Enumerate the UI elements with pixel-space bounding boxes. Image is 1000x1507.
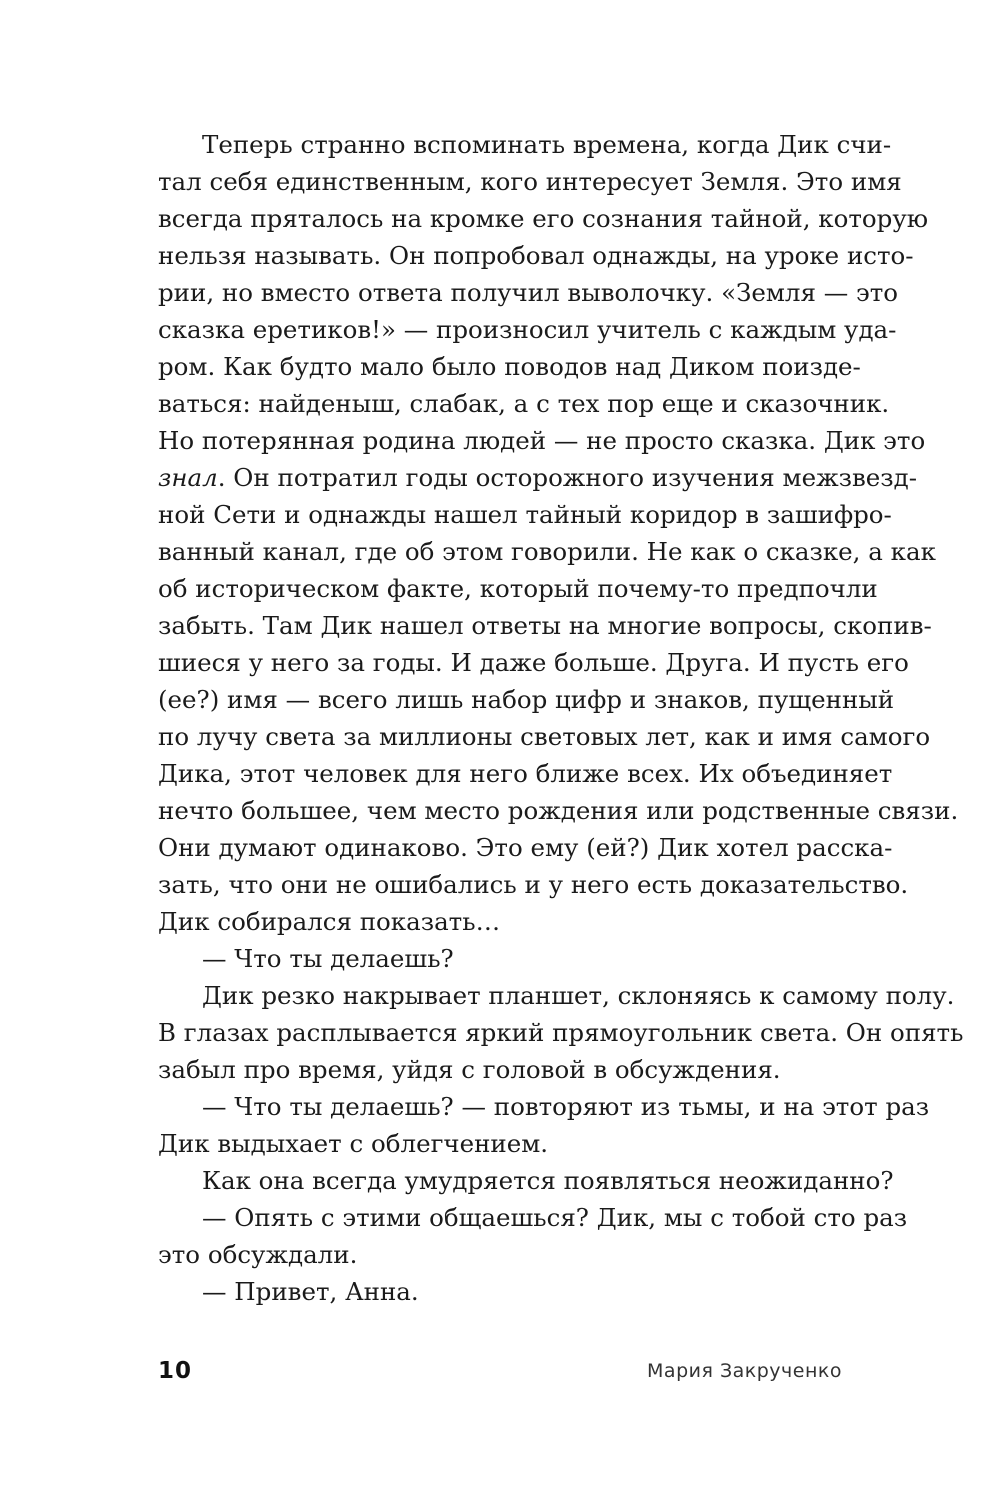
text-line: забыл про время, уйдя с головой в обсуждения. (158, 1055, 781, 1084)
text-line: всегда пряталось на кромке его сознания тайной, которую (158, 204, 929, 233)
text-fragment: . Он потратил годы осторожного изучения межзвезд- (217, 463, 917, 492)
text-line: ванный канал, где об этом говорили. Не как о сказке, а как (158, 537, 936, 566)
dialogue-line: — Опять с этими общаешься? Дик, мы с тобой сто раз (202, 1203, 908, 1232)
text-line: Они думают одинаково. Это ему (ей?) Дик хотел расска- (158, 833, 893, 862)
text-line: Но потерянная родина людей — не просто сказка. Дик это (158, 426, 926, 455)
text-line: В глазах расплывается яркий прямоугольник света. Он опять (158, 1018, 964, 1047)
page-number: 10 (158, 1358, 193, 1384)
dialogue-line: — Что ты делаешь? (202, 944, 454, 973)
text-line: Дик резко накрывает планшет, склоняясь к самому полу. (202, 981, 955, 1010)
text-line: сказка еретиков!» — произносил учитель с каждым уда- (158, 315, 897, 344)
text-line: (ее?) имя — всего лишь набор цифр и знаков, пущенный (158, 685, 895, 714)
text-line: ваться: найденыш, слабак, а с тех пор еще и сказочник. (158, 389, 890, 418)
text-line: Теперь странно вспоминать времена, когда Дик счи- (202, 130, 892, 159)
text-line: ной Сети и однажды нашел тайный коридор в зашифро- (158, 500, 892, 529)
text-line: Дик собирался показать… (158, 907, 501, 936)
text-line: ром. Как будто мало было поводов над Диком поизде- (158, 352, 861, 381)
text-line (158, 459, 917, 496)
text-line: по лучу света за миллионы световых лет, как и имя самого (158, 722, 931, 751)
text-line: нечто большее, чем место рождения или родственные связи. (158, 796, 959, 825)
text-line: Дик выдыхает с облегчением. (158, 1129, 549, 1158)
emphasized-word: знал (158, 463, 218, 492)
text-line: шиеся у него за годы. И даже больше. Друга. И пусть его (158, 648, 909, 677)
text-line: зать, что они не ошибались и у него есть доказательство. (158, 870, 909, 899)
page-footer (158, 1358, 842, 1388)
body-text (158, 126, 964, 1310)
text-line: нельзя называть. Он попробовал однажды, на уроке исто- (158, 241, 914, 270)
text-line: об историческом факте, который почему-то предпочли (158, 574, 878, 603)
text-line: рии, но вместо ответа получил выволочку. «Земля — это (158, 278, 899, 307)
text-line: забыть. Там Дик нашел ответы на многие вопросы, скопив- (158, 611, 932, 640)
dialogue-line: — Привет, Анна. (202, 1277, 419, 1306)
text-line: это обсуждали. (158, 1240, 358, 1269)
running-footer-author: Мария Закрученко (647, 1360, 842, 1382)
dialogue-line: — Что ты делаешь? — повторяют из тьмы, и на этот раз (202, 1092, 930, 1121)
text-line: тал себя единственным, кого интересует Земля. Это имя (158, 167, 902, 196)
text-line: Дика, этот человек для него ближе всех. Их объединяет (158, 759, 893, 788)
text-line: Как она всегда умудряется появляться неожиданно? (202, 1166, 894, 1195)
